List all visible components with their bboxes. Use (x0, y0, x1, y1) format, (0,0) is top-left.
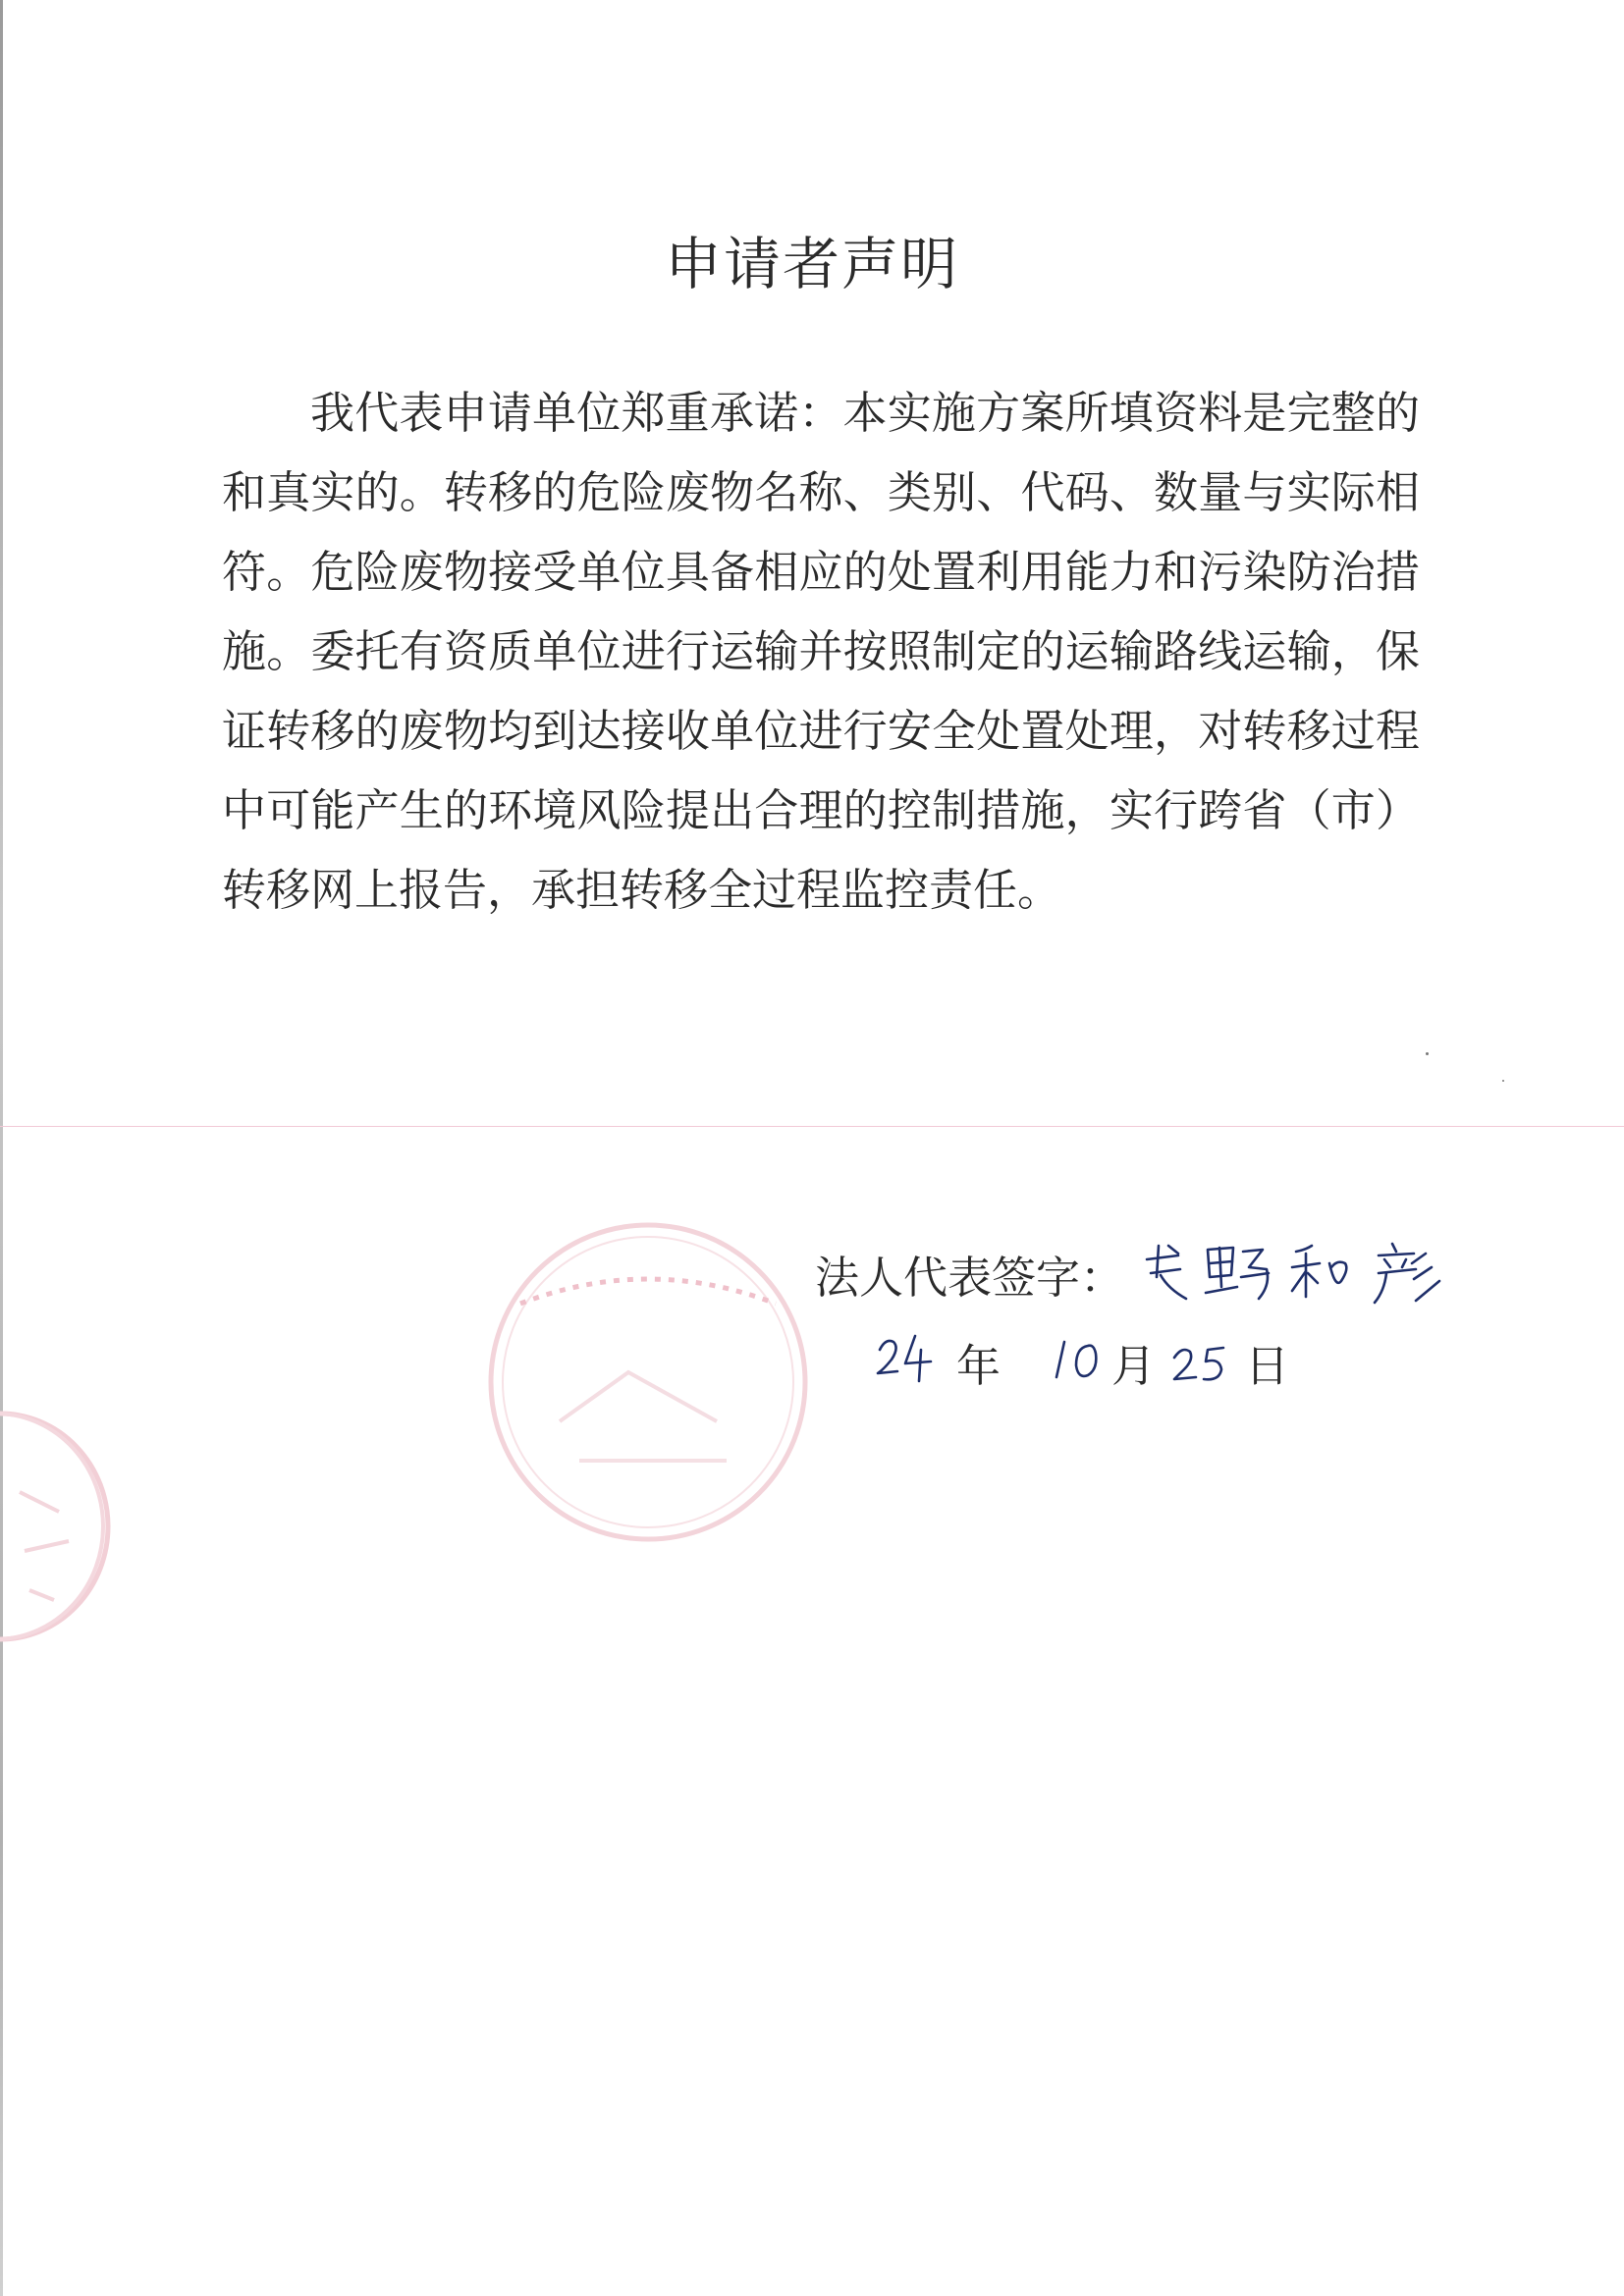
page-title: 申请者声明 (664, 231, 959, 297)
partial-seal (0, 1404, 118, 1649)
scan-speck (1502, 1080, 1504, 1082)
signature-block (815, 1242, 1483, 1399)
scan-edge (0, 0, 3, 2296)
date-year-label: 年 (956, 1340, 1001, 1392)
declaration-paragraph: 我代表申请单位郑重承诺：本实施方案所填资料是完整的和真实的。转移的危险废物名称、类别、代码、数量与实际相符。危险废物接受单位具备相应的处置利用能力和污染防治措施。委托有资质单位进行运输并按照制定的运输路线运输，保证转移的废物均到达接收单位进行安全处置处理，对转移过程中可能产生的环境风险提出合理的控制措施，实行跨省（市）转移网上报告，承担转移全过程监控责任。 (222, 387, 1420, 916)
signature-label: 法人代表签字： (815, 1252, 1125, 1304)
handwritten-signature (1139, 1234, 1463, 1312)
date-day-label: 日 (1245, 1340, 1290, 1392)
scan-line (0, 1126, 1624, 1127)
company-seal (481, 1215, 815, 1549)
scan-speck (1426, 1052, 1429, 1055)
date-line (874, 1324, 1365, 1393)
handwritten-month (1049, 1334, 1110, 1387)
handwritten-day (1168, 1338, 1239, 1389)
handwritten-year (874, 1328, 943, 1387)
date-month-label: 月 (1111, 1340, 1157, 1392)
